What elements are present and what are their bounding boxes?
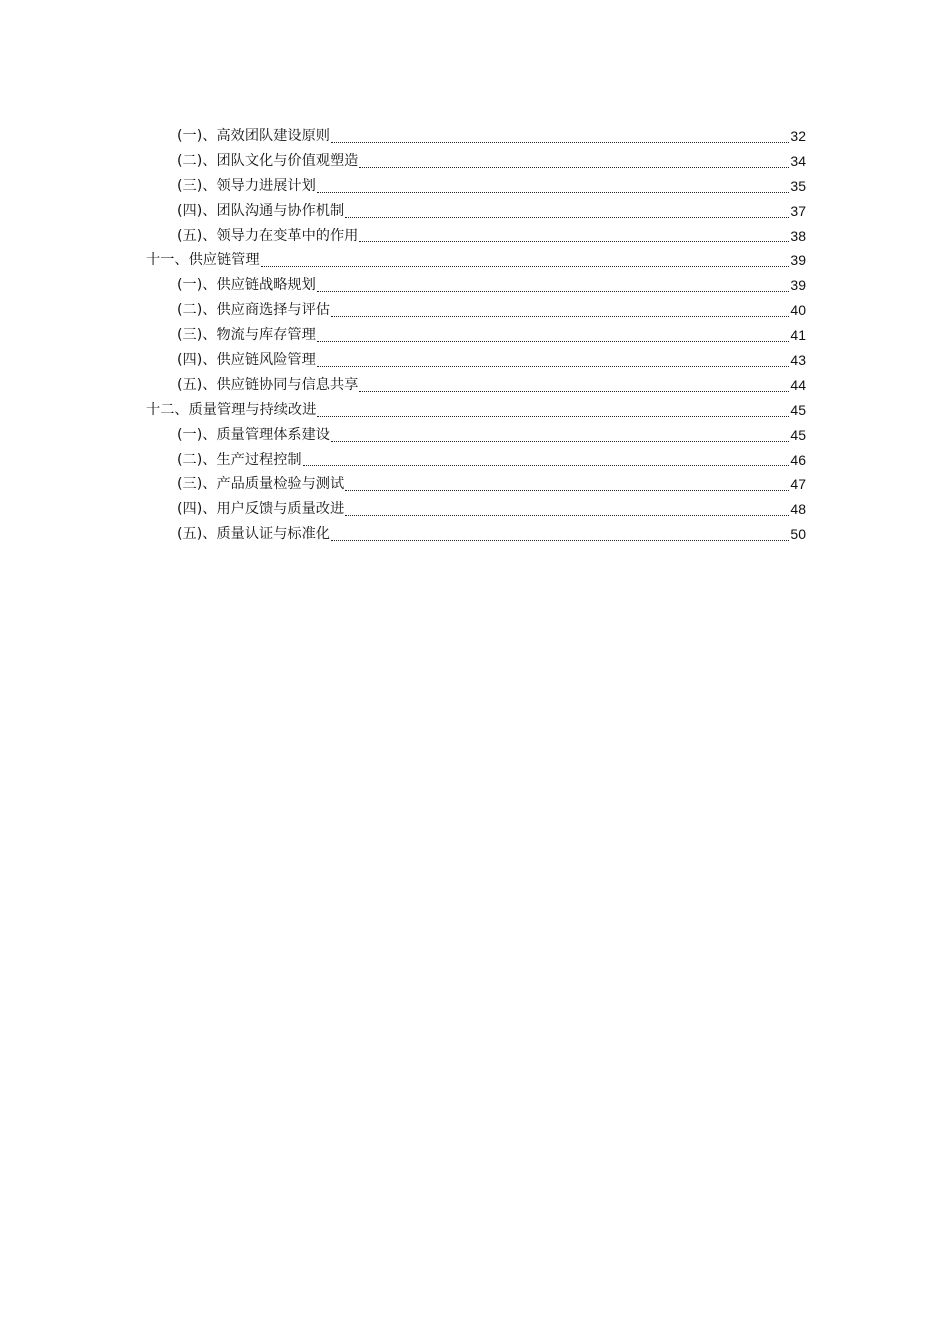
toc-entry-page: 44 xyxy=(790,376,806,393)
toc-entry-title: (五)、领导力在变革中的作用 xyxy=(177,227,359,244)
toc-entry-page: 46 xyxy=(790,451,806,468)
toc-entry[interactable] xyxy=(146,472,806,497)
toc-entry-title: (四)、团队沟通与协作机制 xyxy=(177,202,345,219)
toc-dot-leader xyxy=(317,291,790,292)
toc-entry-title: (二)、生产过程控制 xyxy=(177,451,302,468)
toc-entry-title: (四)、用户反馈与质量改进 xyxy=(177,501,345,518)
toc-dot-leader xyxy=(331,316,789,317)
toc-entry-page: 41 xyxy=(790,327,806,344)
toc-entry-title: (五)、质量认证与标准化 xyxy=(177,526,330,543)
toc-entry-title: 十一、供应链管理 xyxy=(146,252,260,269)
toc-entry-page: 32 xyxy=(790,127,806,144)
toc-entry[interactable] xyxy=(146,174,806,199)
toc-entry-title: (四)、供应链风险管理 xyxy=(177,352,316,368)
toc-entry-page: 40 xyxy=(790,302,806,319)
toc-entry-page: 50 xyxy=(790,526,806,543)
toc-entry-title: (二)、供应商选择与评估 xyxy=(177,302,330,319)
toc-entry[interactable] xyxy=(146,448,806,473)
toc-dot-leader xyxy=(317,416,789,417)
toc-entry[interactable] xyxy=(146,497,806,522)
toc-chapter-entry[interactable] xyxy=(146,248,806,273)
toc-entry-page: 39 xyxy=(790,252,806,269)
toc-dot-leader xyxy=(303,465,790,466)
toc-entry-page: 48 xyxy=(790,501,806,518)
toc-entry[interactable] xyxy=(146,522,806,547)
toc-dot-leader xyxy=(331,540,789,541)
toc-dot-leader xyxy=(317,366,790,367)
toc-dot-leader xyxy=(331,142,789,143)
toc-entry[interactable] xyxy=(146,373,806,398)
toc-entry-page: 34 xyxy=(790,152,806,169)
toc-entry-page: 45 xyxy=(790,401,806,418)
toc-entry-title: 十二、质量管理与持续改进 xyxy=(146,401,317,418)
toc-dot-leader xyxy=(359,391,789,392)
toc-chapter-entry[interactable] xyxy=(146,398,806,423)
toc-entry[interactable] xyxy=(146,149,806,174)
toc-entry-page: 35 xyxy=(790,177,806,194)
table-of-contents xyxy=(146,124,806,547)
toc-dot-leader xyxy=(345,217,789,218)
toc-entry-title: (二)、团队文化与价值观塑造 xyxy=(177,152,359,169)
toc-dot-leader xyxy=(331,441,789,442)
toc-entry-page: 38 xyxy=(790,227,806,244)
toc-entry[interactable] xyxy=(146,199,806,224)
toc-entry-page: 43 xyxy=(790,352,806,368)
toc-entry-title: (三)、物流与库存管理 xyxy=(177,327,316,344)
toc-entry[interactable] xyxy=(146,224,806,249)
toc-entry[interactable] xyxy=(146,273,806,298)
toc-entry-title: (一)、质量管理体系建设 xyxy=(177,426,330,443)
toc-entry-title: (五)、供应链协同与信息共享 xyxy=(177,376,359,393)
toc-entry-page: 39 xyxy=(790,277,806,294)
toc-entry[interactable] xyxy=(146,348,806,373)
toc-entry-page: 37 xyxy=(790,202,806,219)
toc-entry[interactable] xyxy=(146,124,806,149)
toc-dot-leader xyxy=(261,266,790,267)
toc-dot-leader xyxy=(359,167,789,168)
toc-entry-page: 45 xyxy=(790,426,806,443)
toc-entry-title: (一)、供应链战略规划 xyxy=(177,277,316,294)
toc-entry-title: (三)、产品质量检验与测试 xyxy=(177,476,345,493)
toc-entry[interactable] xyxy=(146,323,806,348)
toc-entry[interactable] xyxy=(146,298,806,323)
toc-dot-leader xyxy=(345,515,789,516)
toc-dot-leader xyxy=(317,192,790,193)
toc-dot-leader xyxy=(345,490,789,491)
toc-entry-title: (三)、领导力进展计划 xyxy=(177,177,316,194)
toc-entry-title: (一)、高效团队建设原则 xyxy=(177,127,330,144)
toc-dot-leader xyxy=(359,241,789,242)
toc-dot-leader xyxy=(317,341,790,342)
toc-entry[interactable] xyxy=(146,423,806,448)
toc-entry-page: 47 xyxy=(790,476,806,493)
